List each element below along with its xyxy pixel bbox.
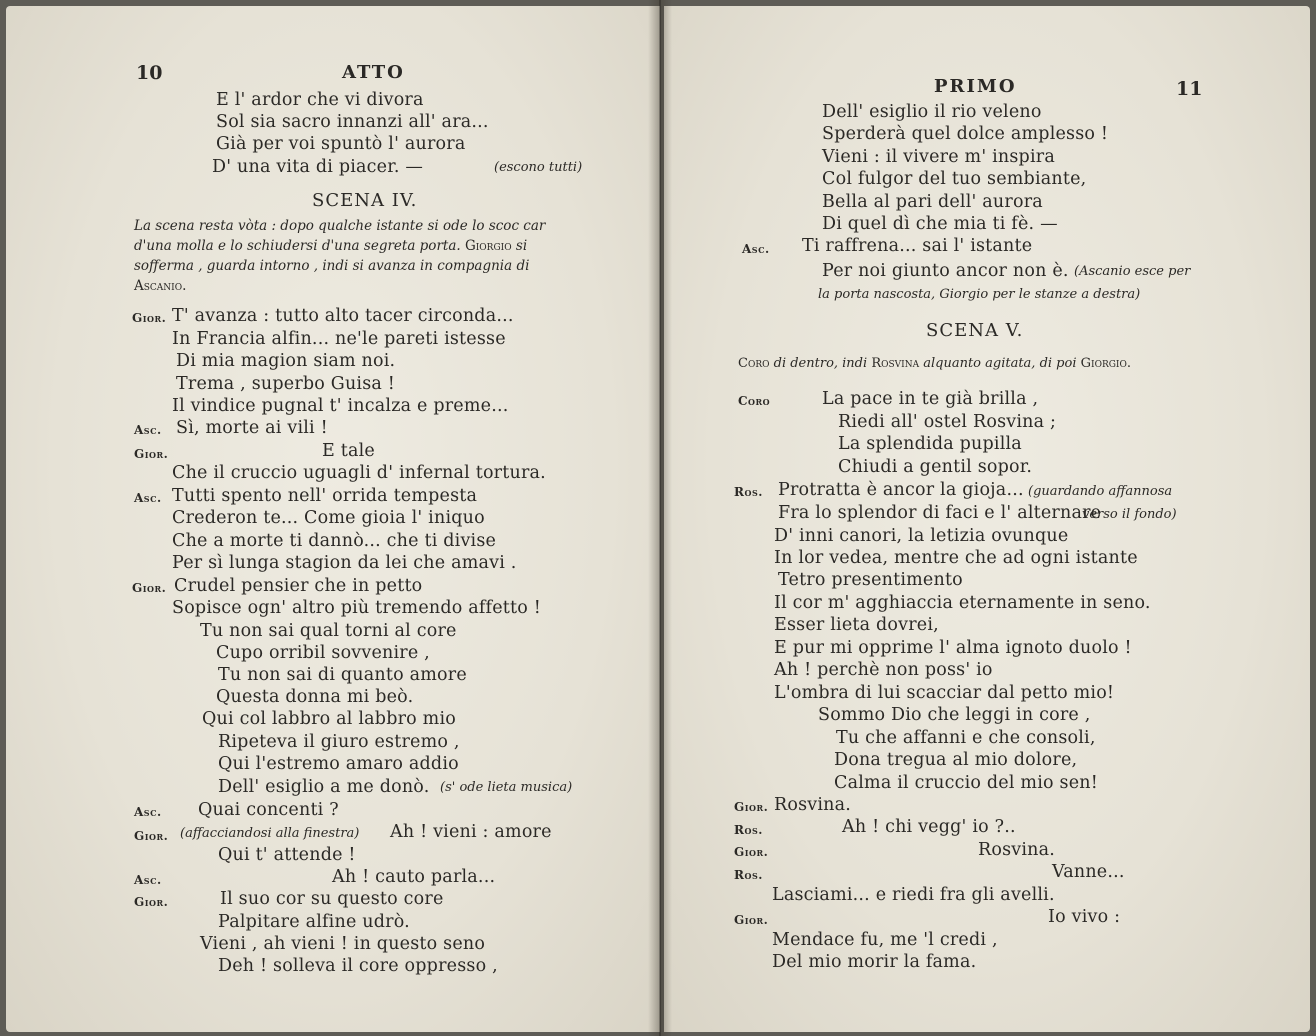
stage-direction: (s' ode lieta musica) [440, 780, 573, 795]
verse-line: Riedi all' ostel Rosvina ; [838, 412, 1057, 432]
verse-line: In Francia alfin... ne'le pareti istesse [172, 329, 506, 349]
verse-line: Del mio morir la fama. [772, 952, 977, 972]
verse-line: E pur mi opprime l' alma ignoto duolo ! [774, 638, 1132, 658]
verse-line: Il vindice pugnal t' incalza e preme... [172, 396, 509, 416]
verse-line: Crederon te... Come gioia l' iniquo [172, 508, 485, 528]
verse-line: Vieni : il vivere m' inspira [822, 147, 1055, 167]
verse-line: Vanne... [1052, 862, 1125, 882]
verse-line: Sperderà quel dolce amplesso ! [822, 124, 1109, 144]
verse-line: La splendida pupilla [838, 434, 1022, 454]
verse-line: Che il cruccio uguagli d' infernal tortura. [172, 463, 546, 483]
speaker-label: Gior. [132, 581, 167, 595]
verse-line: Già per voi spuntò l' aurora [216, 134, 466, 154]
verse-line: Di quel dì che mia ti fè. — [822, 214, 1058, 234]
verse-line: Vieni , ah vieni ! in questo seno [200, 934, 486, 954]
speaker-label: Gior. [134, 895, 169, 909]
verse-line: Ah ! perchè non poss' io [774, 660, 993, 680]
speaker-label: Asc. [134, 491, 162, 505]
verse-line: Col fulgor del tuo sembiante, [822, 169, 1087, 189]
verse-line: E tale [322, 441, 375, 461]
verse-line: Sopisce ogn' altro più tremendo affetto ! [172, 598, 541, 618]
verse-line: Dell' esiglio a me donò. [218, 777, 430, 797]
verse-line: Crudel pensier che in petto [174, 576, 423, 596]
speaker-label: Asc. [134, 805, 162, 819]
verse-line: Il suo cor su questo core [220, 889, 444, 909]
verse-line: Ah ! vieni : amore [390, 822, 552, 842]
verse-line: Qui col labbro al labbro mio [202, 709, 456, 729]
verse-line: Di mia magion siam noi. [176, 351, 396, 371]
verse-line: Protratta è ancor la gioja... [778, 480, 1024, 500]
verse-line: Che a morte ti dannò... che ti divise [172, 531, 497, 551]
verse-line: Palpitare alfine udrò. [218, 912, 410, 932]
speaker-label: Coro [738, 394, 771, 408]
verse-line: Tu non sai di quanto amore [218, 665, 467, 685]
verse-line: Fra lo splendor di faci e l' alternare [778, 503, 1102, 523]
verse-line: Il cor m' agghiaccia eternamente in seno. [774, 593, 1151, 613]
speaker-label: Gior. [734, 845, 769, 859]
speaker-label: Gior. [132, 311, 167, 325]
stage-direction-block: La scena resta vòta : dopo qualche istante si ode lo scoc car d'una molla e lo schiudersi d'una segreta porta. Giorgio si sofferma , guarda intorno , indi si avanza in compagnia di Ascanio. [134, 218, 546, 294]
speaker-label: Ros. [734, 485, 763, 499]
verse-line: La pace in te già brilla , [822, 389, 1039, 409]
verse-line: Cupo orribil sovvenire , [216, 643, 430, 663]
speaker-label: Gior. [734, 913, 769, 927]
speaker-label: Ros. [734, 868, 763, 882]
verse-line: Questa donna mi beò. [216, 687, 414, 707]
verse-line: Dona tregua al mio dolore, [834, 750, 1078, 770]
verse-line: Rosvina. [978, 840, 1056, 860]
page-number: 10 [136, 62, 163, 84]
verse-line: Esser lieta dovrei, [774, 615, 939, 635]
verse-line: In lor vedea, mentre che ad ogni istante [774, 548, 1138, 568]
speaker-label: Ros. [734, 823, 763, 837]
verse-line: Lasciami... e riedi fra gli avelli. [772, 885, 1055, 905]
verse-line: Ah ! chi vegg' io ?.. [842, 817, 1016, 837]
stage-direction: (Ascanio esce per [1074, 264, 1191, 279]
verse-line: T' avanza : tutto alto tacer circonda... [172, 306, 514, 326]
verse-line: Per sì lunga stagion da lei che amavi . [172, 553, 517, 573]
verse-line: E l' ardor che vi divora [216, 90, 424, 110]
verse-line: Qui l'estremo amaro addio [218, 754, 459, 774]
verse-line: Sì, morte ai vili ! [176, 418, 328, 438]
stage-direction: (guardando affannosa [1028, 484, 1173, 499]
stage-direction: (escono tutti) [494, 160, 583, 175]
verse-line: L'ombra di lui scacciar dal petto mio! [774, 683, 1115, 703]
speaker-label: Asc. [134, 423, 162, 437]
left-page [6, 6, 660, 1032]
verse-line: Sommo Dio che leggi in core , [818, 705, 1091, 725]
verse-line: Rosvina. [774, 795, 852, 815]
book-gutter [648, 0, 672, 1036]
speaker-label: Gior. [134, 447, 169, 461]
speaker-label: Asc. [742, 242, 770, 256]
stage-direction: (affacciandosi alla finestra) [180, 826, 360, 841]
verse-line: Ah ! cauto parla... [332, 867, 496, 887]
stage-direction: verso il fondo) [1082, 507, 1177, 522]
verse-line: Tu non sai qual torni al core [200, 621, 457, 641]
verse-line: D' inni canori, la letizia ovunque [774, 526, 1069, 546]
verse-line: Sol sia sacro innanzi all' ara... [216, 112, 489, 132]
stage-direction: la porta nascosta, Giorgio per le stanze a destra) [818, 287, 1141, 302]
verse-line: Ti raffrena... sai l' istante [802, 236, 1033, 256]
verse-line: Quai concenti ? [198, 800, 339, 820]
verse-line: Qui t' attende ! [218, 845, 356, 865]
verse-line: Tutti spento nell' orrida tempesta [172, 486, 478, 506]
running-header: ATTO [342, 62, 405, 83]
running-header: PRIMO [934, 76, 1017, 97]
verse-line: Bella al pari dell' aurora [822, 192, 1043, 212]
verse-line: Chiudi a gentil sopor. [838, 457, 1033, 477]
verse-line: Ripeteva il giuro estremo , [218, 732, 460, 752]
verse-line: D' una vita di piacer. — [212, 157, 424, 177]
speaker-label: Gior. [134, 829, 169, 843]
verse-line: Tetro presentimento [778, 570, 963, 590]
scene-title: SCENA IV. [312, 190, 418, 211]
verse-line: Deh ! solleva il core oppresso , [218, 956, 498, 976]
verse-line: Mendace fu, me 'l credi , [772, 930, 998, 950]
verse-line: Io vivo : [1048, 907, 1121, 927]
verse-line: Tu che affanni e che consoli, [836, 728, 1096, 748]
verse-line: Trema , superbo Guisa ! [176, 374, 396, 394]
stage-direction: Coro di dentro, indi Rosvina alquanto agitata, di poi Giorgio. [738, 356, 1131, 371]
speaker-label: Gior. [734, 800, 769, 814]
verse-line: Dell' esiglio il rio veleno [822, 102, 1042, 122]
page-number: 11 [1176, 78, 1203, 100]
scene-title: SCENA V. [926, 320, 1024, 341]
verse-line: Calma il cruccio del mio sen! [834, 773, 1098, 793]
speaker-label: Asc. [134, 873, 162, 887]
right-page [664, 6, 1310, 1032]
verse-line: Per noi giunto ancor non è. [822, 261, 1069, 281]
